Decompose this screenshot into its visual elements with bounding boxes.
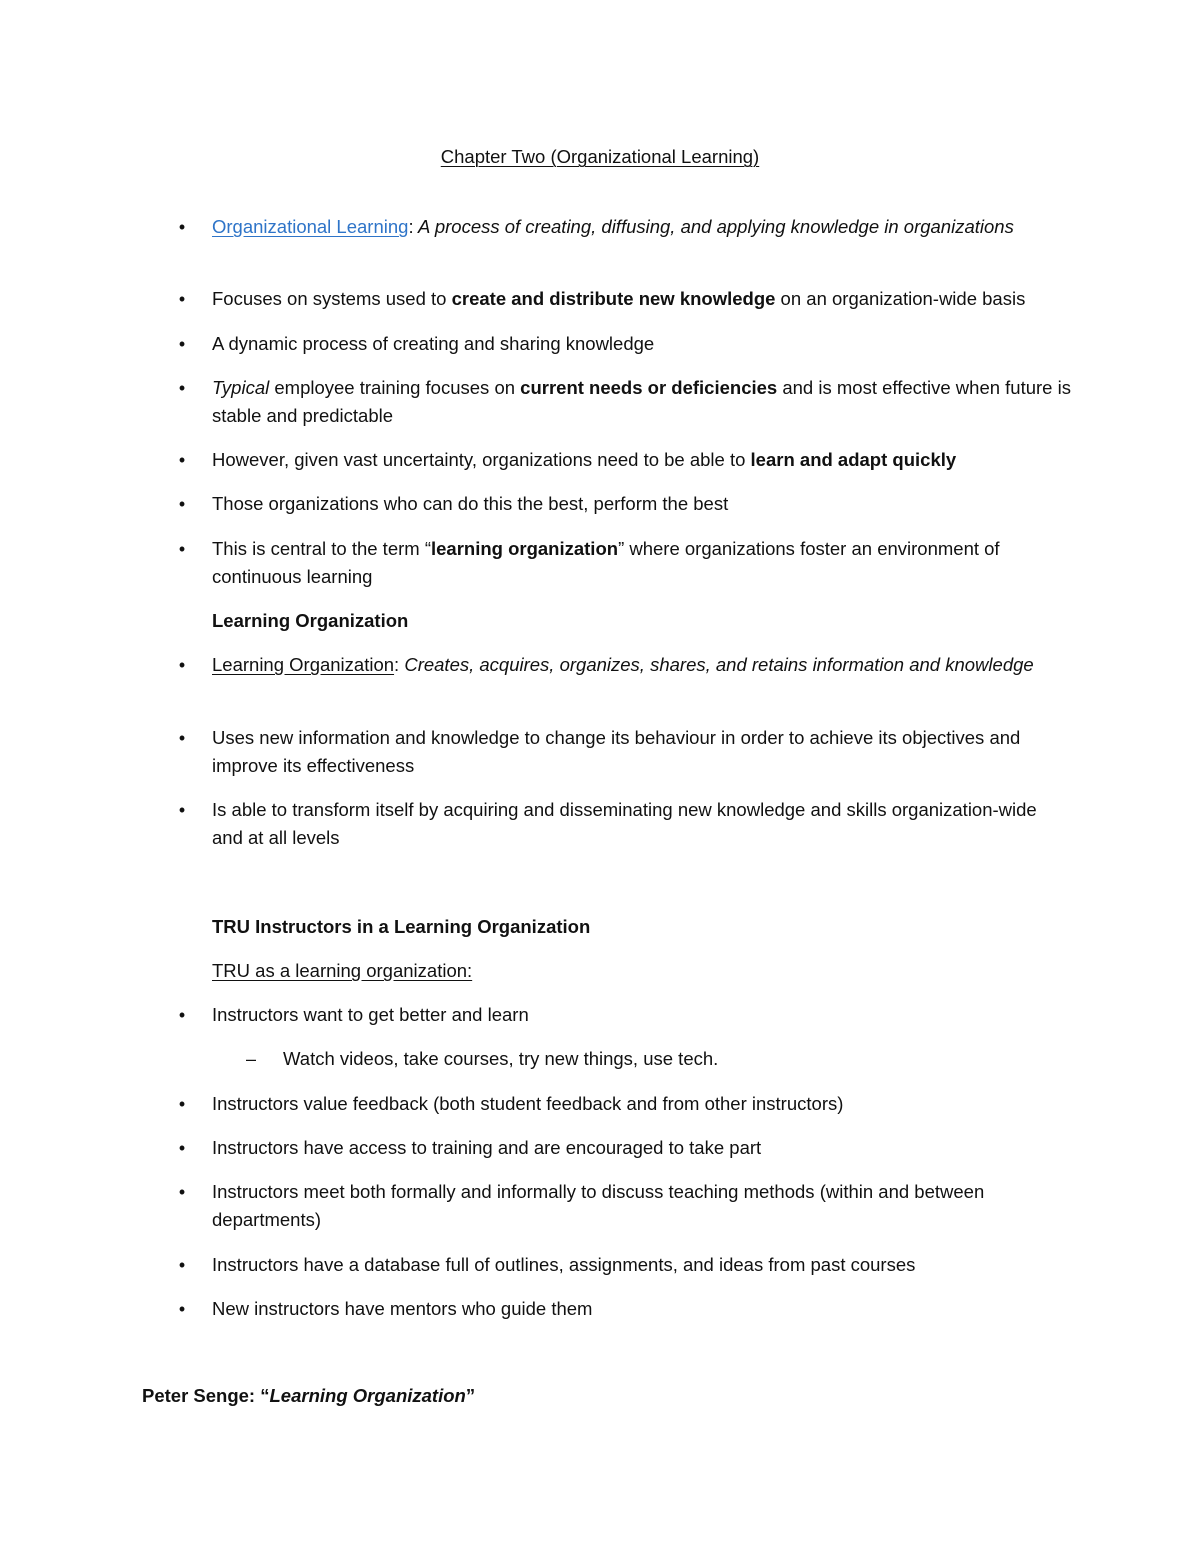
bullet-uses-new-information: Uses new information and knowledge to change its behaviour in order to achieve its objectives and improve its effectiveness — [212, 727, 1021, 776]
bullet-icon: • — [178, 378, 186, 398]
definition-text: A process of creating, diffusing, and applying knowledge in organizations — [413, 216, 1014, 237]
bullet-uncertainty: However, given vast uncertainty, organizations need to be able to learn and adapt quickly — [212, 449, 957, 470]
bullet-focuses: Focuses on systems used to create and distribute new knowledge on an organization-wide basis — [212, 288, 1026, 309]
bullet-icon: • — [178, 539, 186, 559]
bullet-access-training: Instructors have access to training and are encouraged to take part — [212, 1137, 762, 1158]
bullet-icon: • — [178, 217, 186, 237]
bullet-meet-formally: Instructors meet both formally and informally to discuss teaching methods (within and between departments) — [212, 1181, 985, 1230]
bullet-icon: • — [178, 655, 186, 675]
subheading-tru-learning-organization: TRU as a learning organization: — [212, 960, 473, 981]
bullet-database: Instructors have a database full of outlines, assignments, and ideas from past courses — [212, 1254, 916, 1275]
page-title: Chapter Two (Organizational Learning) — [440, 146, 760, 167]
bullet-icon: • — [178, 728, 186, 748]
section-heading-tru-instructors: TRU Instructors in a Learning Organization — [212, 916, 591, 937]
bullet-icon: • — [178, 1299, 186, 1319]
bullet-icon: • — [178, 800, 186, 820]
bullet-typical-training: Typical employee training focuses on current needs or deficiencies and is most effective when future is stable and predictable — [212, 377, 1071, 426]
dash-icon: – — [246, 1049, 257, 1069]
bullet-perform-best: Those organizations who can do this the best, perform the best — [212, 493, 729, 514]
bullet-icon: • — [178, 1094, 186, 1114]
bullet-learning-organization-definition: Learning Organization: Creates, acquires, organizes, shares, and retains information and knowledge — [212, 654, 1034, 675]
section-heading-peter-senge: Peter Senge: “Learning Organization” — [142, 1385, 476, 1406]
bullet-icon: • — [178, 494, 186, 514]
bullet-icon: • — [178, 1182, 186, 1202]
subitem-watch-videos: Watch videos, take courses, try new things, use tech. — [283, 1048, 719, 1069]
bullet-mentors: New instructors have mentors who guide them — [212, 1298, 593, 1319]
bullet-icon: • — [178, 334, 186, 354]
bullet-icon: • — [178, 1255, 186, 1275]
learning-organization-term: Learning Organization — [212, 654, 395, 675]
bullet-organizational-learning: Organizational Learning: A process of creating, diffusing, and applying knowledge in organizations — [212, 216, 1014, 237]
bullet-icon: • — [178, 450, 186, 470]
bullet-icon: • — [178, 1138, 186, 1158]
bullet-dynamic-process: A dynamic process of creating and sharing knowledge — [212, 333, 655, 354]
bullet-icon: • — [178, 1005, 186, 1025]
bullet-value-feedback: Instructors value feedback (both student feedback and from other instructors) — [212, 1093, 844, 1114]
bullet-instructors-want: Instructors want to get better and learn — [212, 1004, 529, 1025]
organizational-learning-link[interactable]: Organizational Learning — [212, 216, 409, 237]
bullet-icon: • — [178, 289, 186, 309]
bullet-transform-itself: Is able to transform itself by acquiring and disseminating new knowledge and skills organization-wide and at all levels — [212, 799, 1037, 848]
bullet-central-term: This is central to the term “learning organization” where organizations foster an environment of continuous learning — [212, 538, 1000, 587]
section-heading-learning-organization: Learning Organization — [212, 610, 409, 631]
